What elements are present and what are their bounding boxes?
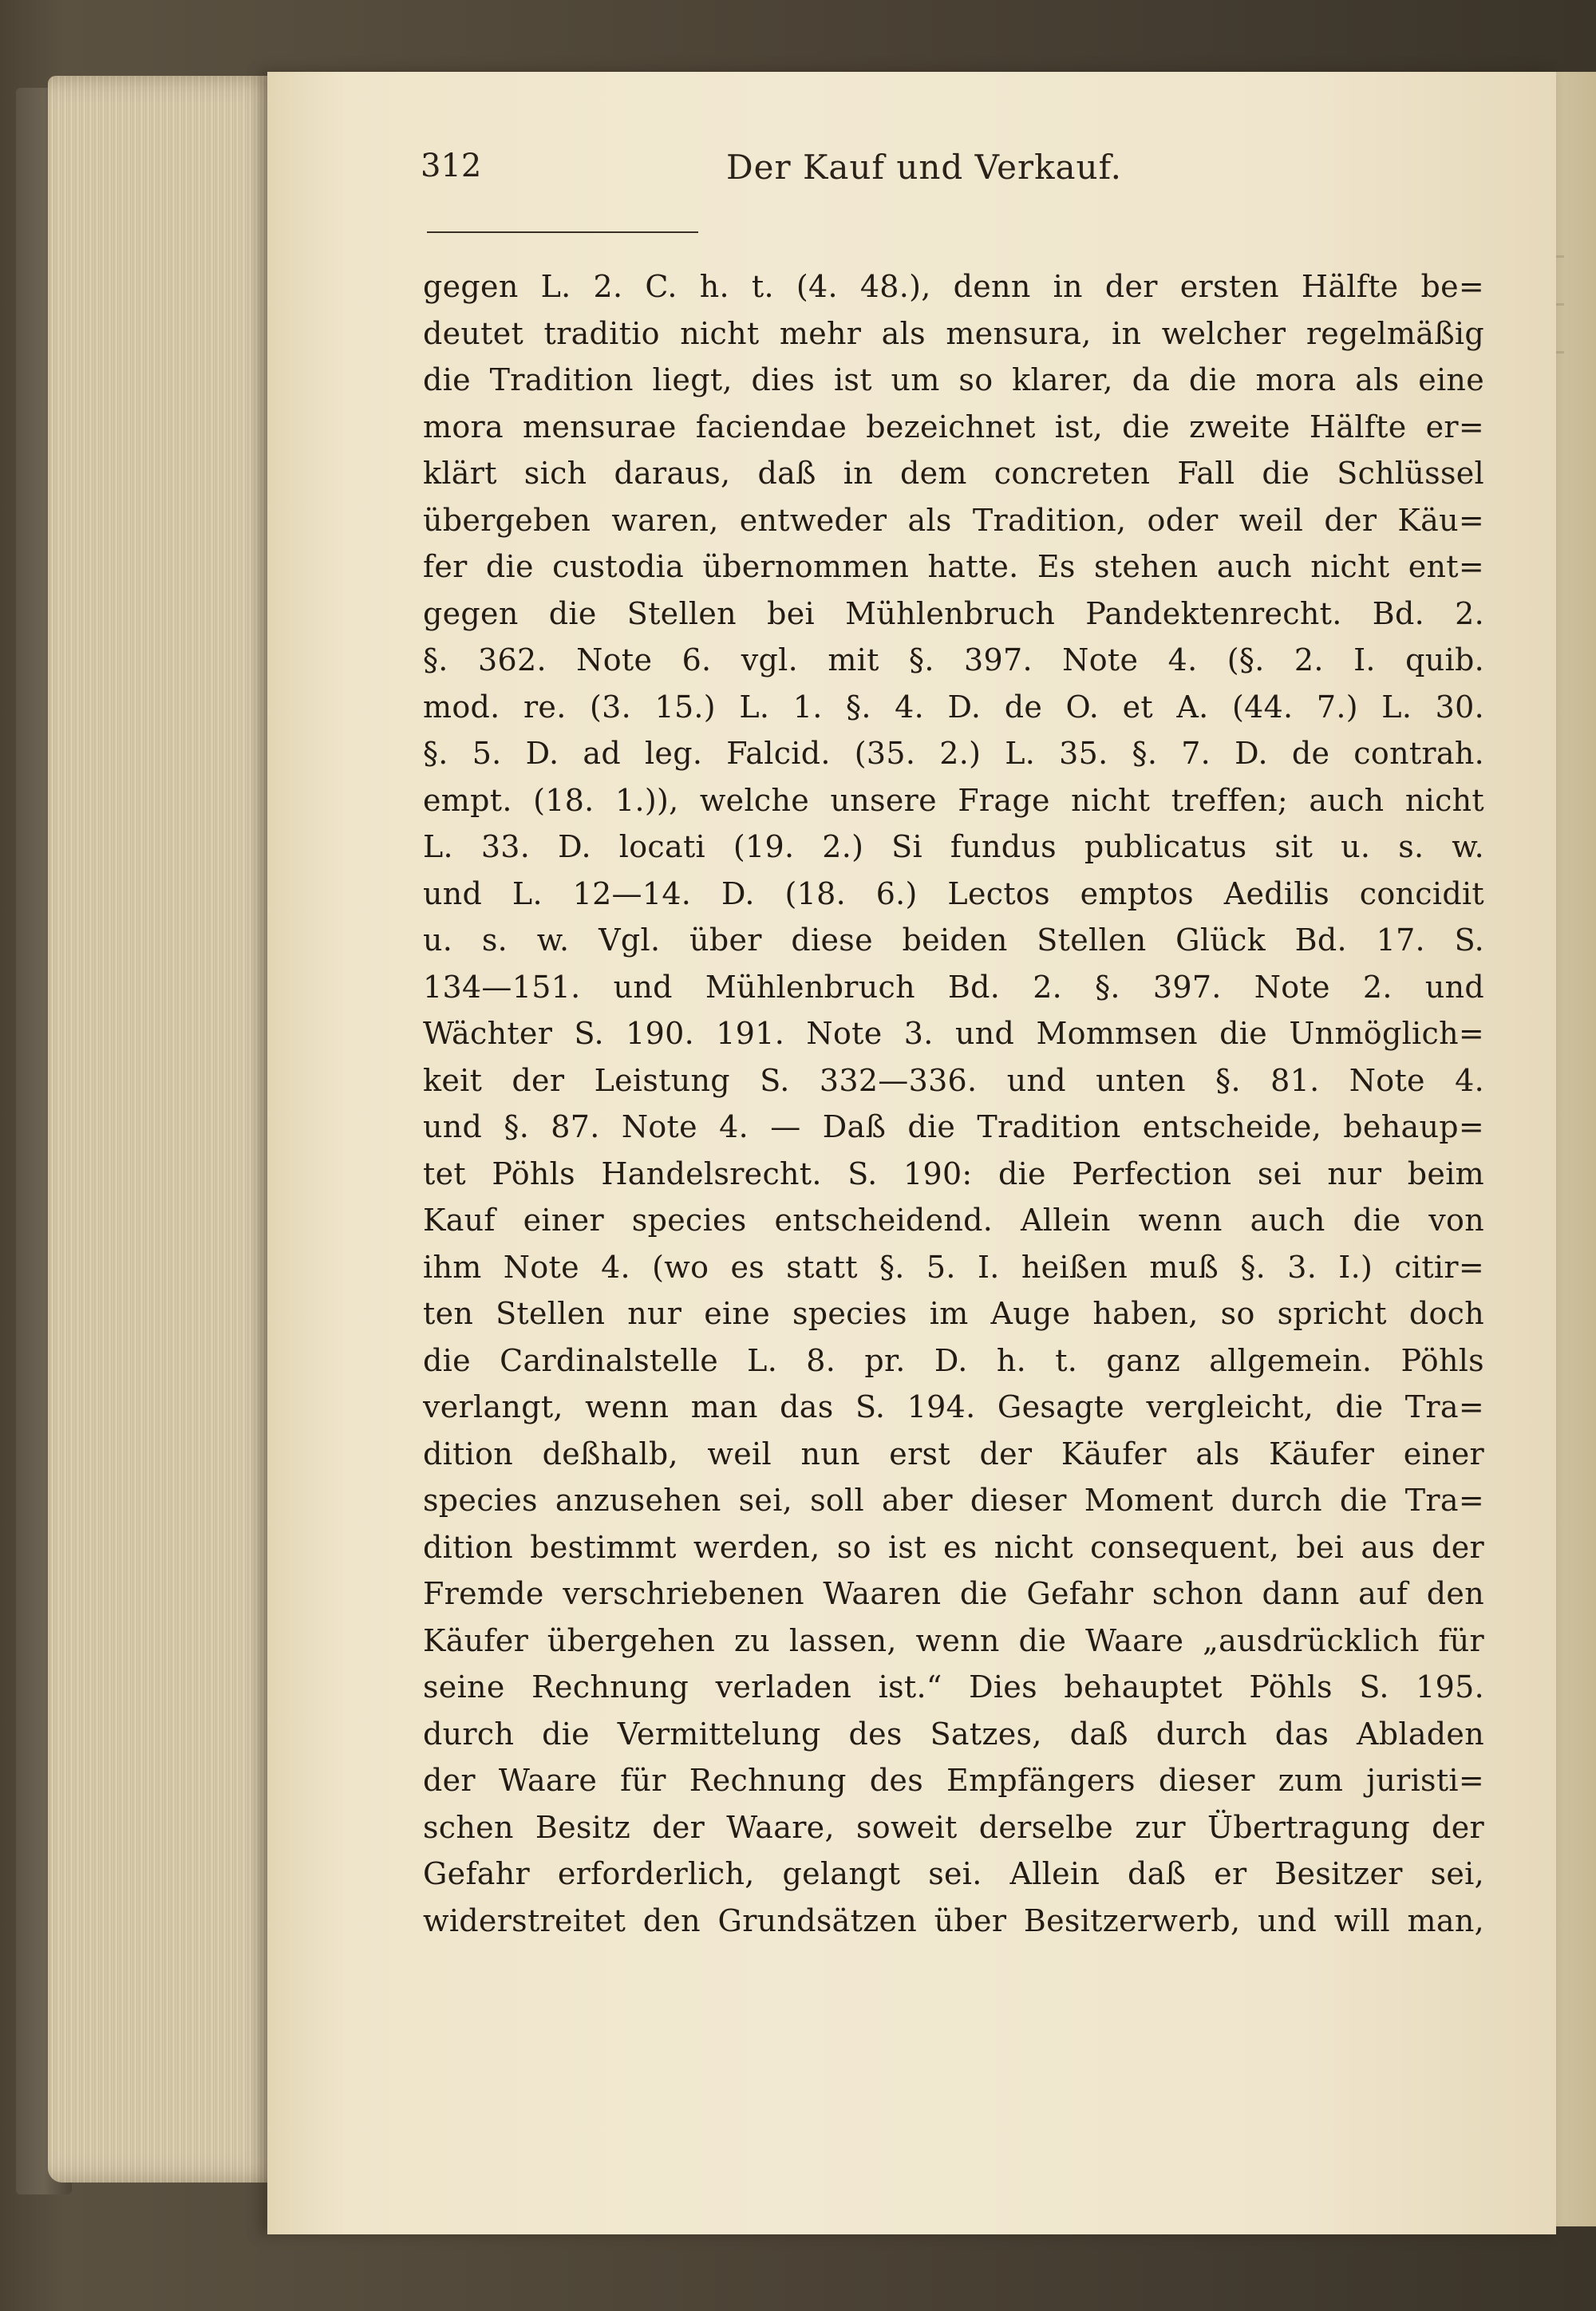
text-line: Käufer übergehen zu lassen, wenn die Waare „ausdrücklich für (423, 1622, 1484, 1658)
text-line: Kauf einer species entscheidend. Allein wenn auch die von (423, 1203, 1484, 1238)
text-line: der Waare für Rechnung des Empfängers dieser zum juristi= (423, 1763, 1484, 1798)
text-line: mora mensurae faciendae bezeichnet ist, die zweite Hälfte er= (423, 409, 1484, 444)
text-line: die Cardinalstelle L. 8. pr. D. h. t. ganz allgemein. Pöhls (423, 1342, 1484, 1378)
running-head: Der Kauf und Verkauf. (726, 148, 1123, 187)
text-line: ihm Note 4. (wo es statt §. 5. I. heißen muß §. 3. I.) citir= (423, 1249, 1484, 1285)
text-line: verlangt, wenn man das S. 194. Gesagte vergleicht, die Tra= (423, 1389, 1484, 1424)
text-line: Gefahr erforderlich, gelangt sei. Allein daß er Besitzer sei, (423, 1856, 1484, 1891)
text-line: die Tradition liegt, dies ist um so klarer, da die mora als eine (423, 362, 1484, 397)
text-line: Wächter S. 190. 191. Note 3. und Mommsen die Unmöglich= (423, 1016, 1484, 1051)
text-line: widerstreitet den Grundsätzen über Besitzerwerb, und will man, (423, 1902, 1484, 1938)
text-line: §. 362. Note 6. vgl. mit §. 397. Note 4. (§. 2. I. quib. (423, 642, 1484, 677)
text-line: §. 5. D. ad leg. Falcid. (35. 2.) L. 35. §. 7. D. de contrah. (423, 736, 1484, 771)
text-line: übergeben waren, entweder als Tradition, oder weil der Käu= (423, 502, 1484, 538)
text-line: schen Besitz der Waare, soweit derselbe zur Übertragung der (423, 1809, 1484, 1845)
book-page (267, 72, 1556, 2234)
text-line: 134—151. und Mühlenbruch Bd. 2. §. 397. Note 2. und (423, 969, 1484, 1005)
book-page-edges (48, 76, 287, 2183)
text-line: u. s. w. Vgl. über diese beiden Stellen Glück Bd. 17. S. (423, 922, 1484, 958)
text-line: Fremde verschriebenen Waaren die Gefahr schon dann auf den (423, 1576, 1484, 1611)
text-line: gegen L. 2. C. h. t. (4. 48.), denn in der ersten Hälfte be= (423, 269, 1484, 304)
text-line: tet Pöhls Handelsrecht. S. 190: die Perfection sei nur beim (423, 1156, 1484, 1191)
text-line: klärt sich daraus, daß in dem concreten Fall die Schlüssel (423, 456, 1484, 491)
text-line: ten Stellen nur eine species im Auge haben, so spricht doch (423, 1296, 1484, 1331)
text-line: species anzusehen sei, soll aber dieser Moment durch die Tra= (423, 1483, 1484, 1518)
text-line: deutet traditio nicht mehr als mensura, in welcher regelmäßig (423, 315, 1484, 351)
text-line: L. 33. D. locati (19. 2.) Si fundus publicatus sit u. s. w. (423, 829, 1484, 864)
text-line: mod. re. (3. 15.) L. 1. §. 4. D. de O. et A. (44. 7.) L. 30. (423, 689, 1484, 725)
text-line: gegen die Stellen bei Mühlenbruch Pandektenrecht. Bd. 2. (423, 595, 1484, 631)
text-line: dition bestimmt werden, so ist es nicht consequent, bei aus der (423, 1529, 1484, 1565)
text-line: und L. 12—14. D. (18. 6.) Lectos emptos Aedilis concidit (423, 875, 1484, 911)
text-line: und §. 87. Note 4. — Daß die Tradition entscheide, behaup= (423, 1109, 1484, 1144)
text-line: keit der Leistung S. 332—336. und unten §. 81. Note 4. (423, 1062, 1484, 1098)
page-number: 312 (421, 148, 482, 184)
text-line: durch die Vermittelung des Satzes, daß durch das Abladen (423, 1716, 1484, 1752)
text-line: seine Rechnung verladen ist.“ Dies behauptet Pöhls S. 195. (423, 1669, 1484, 1705)
header-rule (427, 231, 698, 233)
body-text (423, 263, 1484, 1944)
text-line: fer die custodia übernommen hatte. Es stehen auch nicht ent= (423, 549, 1484, 584)
text-line: dition deßhalb, weil nun erst der Käufer als Käufer einer (423, 1436, 1484, 1472)
page-header (267, 72, 1556, 231)
text-line: empt. (18. 1.)), welche unsere Frage nicht treffen; auch nicht (423, 782, 1484, 818)
